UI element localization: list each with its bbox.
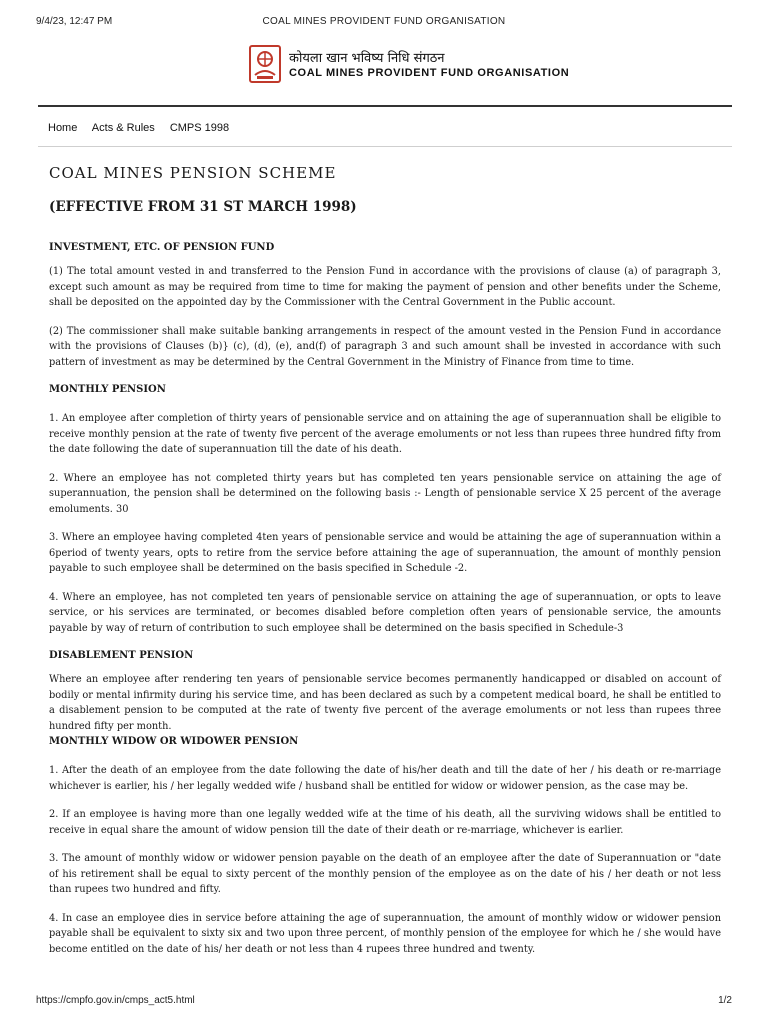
heading-widow-pension: MONTHLY WIDOW OR WIDOWER PENSION xyxy=(49,736,299,747)
monthly-para-2: 2. Where an employee has not completed thirty years but has completed ten years pensionable service on attaining the age of superannuation, the pension shall be determined on the following basis :- Length of pensionable service X 25 percent of the average emoluments. 30 xyxy=(49,472,721,515)
page-number: 1/2 xyxy=(718,995,732,1006)
investment-para-1: (1) The total amount vested in and transferred to the Pension Fund in accordance with the provisions of clause (a) of paragraph 3, except such amount as may be required from time to time for making the payment of pension and other benefits under the Scheme, shall be deposited on the appointed day by the Commissioner with the Central Government in the Public account. xyxy=(49,266,721,308)
header-divider xyxy=(38,105,732,107)
widow-para-2: 2. If an employee is having more than one legally wedded wife at the time of his death, all the surviving widows shall be entitled to receive in equal share the amount of widow pension till the date of their death or re-marriage, whichever is earlier. xyxy=(49,809,721,836)
page-title: COAL MINES PENSION SCHEME xyxy=(49,164,337,182)
nav-divider xyxy=(38,146,732,147)
print-footer xyxy=(36,995,732,1009)
heading-investment: INVESTMENT, ETC. OF PENSION FUND xyxy=(49,242,275,253)
heading-monthly-pension: MONTHLY PENSION xyxy=(49,384,166,395)
cmpfo-emblem-icon xyxy=(249,45,281,83)
brand-hindi-name: कोयला खान भविष्य निधि संगठन xyxy=(289,51,445,66)
monthly-para-4: 4. Where an employee, has not completed ten years of pensionable service on attaining the age of superannuation, or opts to leave service, or his services are terminated, or becomes disabled before completion often years of pensionable service, the amounts payable by way of return of contribution to such employee shall be determined on the basis specified in Schedule-3 xyxy=(49,591,721,634)
widow-para-3: 3. The amount of monthly widow or widower pension payable on the death of an employee after the date of Superannuation or "date of his retirement shall be equal to sixty percent of the monthly pension of the employee as on the date of his / her death or not less than rupees two hundred and fifty. xyxy=(49,853,721,895)
monthly-para-3: 3. Where an employee having completed 4ten years of pensionable service and would be attaining the age of superannuation within a 6period of twenty years, opts to retire from the service before attaining the age of superannuation, the amount of monthly pension payable to such employee shall be determined on the basis specified in Schedule -2. xyxy=(49,532,721,574)
nav-acts-rules-link[interactable]: Acts & Rules xyxy=(91,122,155,134)
main-content xyxy=(49,160,721,957)
widow-para-1: 1. After the death of an employee from the date following the date of his/her death and till the date of her / his death or re-marriage whichever is earlier, his / her legally wedded wife / husband shall be entitled for widow or widower pension, as the case may be. xyxy=(49,765,721,792)
investment-para-2: (2) The commissioner shall make suitable banking arrangements in respect of the amount vested in the Pension Fund in accordance with the provisions of Clauses (b)} (c), (d), (e), and(f) of paragraph 3 and such amount shall be invested in accordance with such pattern of investment as may be determined by the Central Government in the Ministry of Finance from time to time. xyxy=(49,325,721,368)
brand-english-name: COAL MINES PROVIDENT FUND ORGANISATION xyxy=(289,67,570,79)
breadcrumb xyxy=(48,122,241,134)
print-datetime: 9/4/23, 12:47 PM xyxy=(36,16,113,27)
widow-para-4: 4. In case an employee dies in service before attaining the age of superannuation, the amount of monthly widow or widower pension payable shall be equivalent to sixty six and two upon three percent, of monthly pension of the employee for which he / she would have become entitled on the date of his/ her death or not less than 4 rupees three hundred and twenty. xyxy=(49,912,721,955)
nav-cmps-1998-link[interactable]: CMPS 1998 xyxy=(169,122,230,134)
page-subtitle: (EFFECTIVE FROM 31 ST MARCH 1998) xyxy=(49,199,357,215)
print-title: COAL MINES PROVIDENT FUND ORGANISATION xyxy=(262,16,506,27)
page-url: https://cmpfo.gov.in/cmps_act5.html xyxy=(36,995,195,1006)
print-header xyxy=(36,16,732,30)
monthly-para-1: 1. An employee after completion of thirty years of pensionable service and on attaining the age of superannuation shall be eligible to receive monthly pension at the rate of twenty five percent of the average emoluments or not less than rupees three hundred fifty from the date following the date of superannuation till the date of his death. xyxy=(49,413,721,455)
nav-home-link[interactable]: Home xyxy=(48,122,78,134)
disablement-para-1: Where an employee after rendering ten years of pensionable service becomes permanently handicapped or disabled on account of bodily or mental infirmity during his service time, and has been declared as such by a competent medical board, he shall be entitled to a disablement pension to be computed at the rate of twenty five percent of the average emoluments or not less than rupees three hundred fifty per month. xyxy=(49,674,721,732)
heading-disablement-pension: DISABLEMENT PENSION xyxy=(49,650,194,661)
